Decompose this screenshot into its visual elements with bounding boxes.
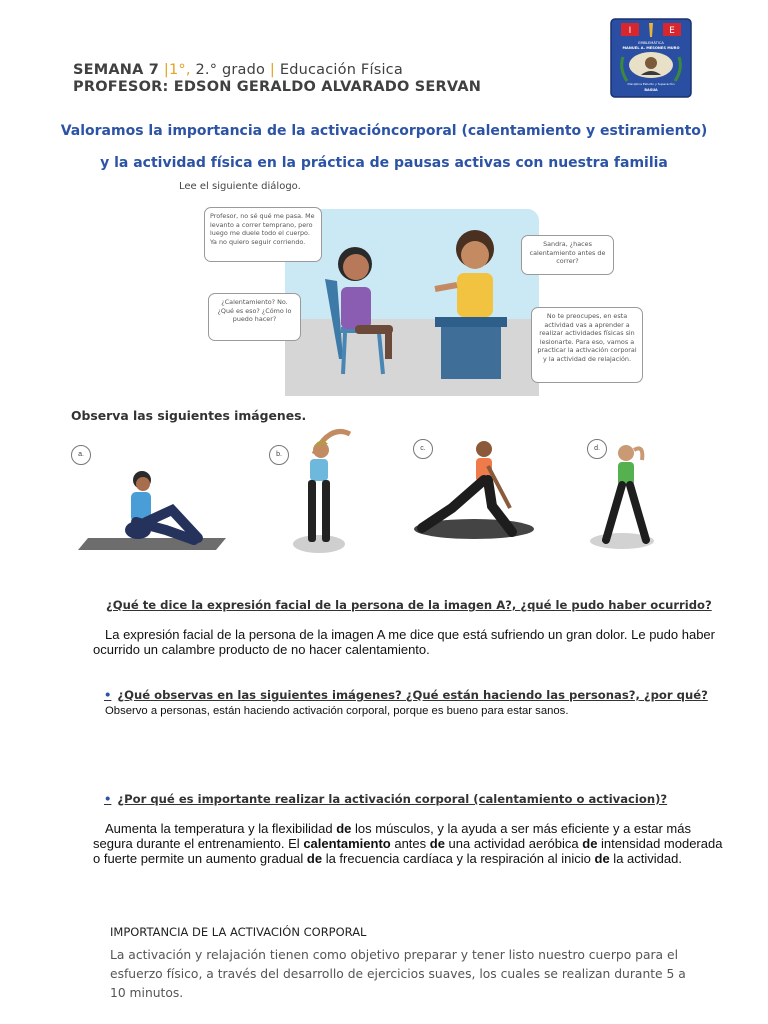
- importance-body: La activación y relajación tienen como objetivo preparar y tener listo nuestro cuerpo para el esfuerzo físico, a través del desarrollo de ejercicios suaves, los cuales se realizan durante 5 a 10 minutos.: [110, 948, 686, 1000]
- speech-bubble-boy-1: Sandra, ¿haces calentamiento antes de correr?: [521, 235, 614, 275]
- exercise-image-b: [286, 424, 356, 556]
- logo-line4: BAGUA: [644, 88, 658, 92]
- separator: |: [265, 62, 280, 78]
- speech-bubble-boy-2: No te preocupes, en esta actividad vas a aprender a realizar actividades físicas sin lesionarte. Para eso, vamos a practicar la activación corporal y la actividad de relajación.: [531, 307, 643, 383]
- exercise-image-d: [584, 440, 664, 552]
- school-logo: [609, 17, 693, 99]
- question-3-text: ¿Por qué es importante realizar la activación corporal (calentamiento o activacion)?: [117, 792, 668, 806]
- image-label-d: d.: [587, 439, 607, 459]
- logo-letter-e: E: [669, 26, 675, 36]
- image-label-c: c.: [413, 439, 433, 459]
- exercise-image-c: [412, 436, 534, 546]
- logo-line2: MANUEL A. MESONES MURO: [622, 46, 680, 50]
- week-label: SEMANA 7: [73, 62, 160, 78]
- teacher-name: PROFESOR: EDSON GERALDO ALVARADO SERVAN: [73, 79, 482, 95]
- logo-line3: Disciplina Estudio y Superación: [627, 82, 675, 86]
- bullet: •: [104, 688, 112, 702]
- grade-label: 2.° grado: [190, 62, 266, 78]
- observe-heading: Observa las siguientes imágenes.: [71, 408, 307, 423]
- grade-number: 1°,: [169, 62, 191, 78]
- question-1: ¿Qué te dice la expresión facial de la persona de la imagen A?, ¿qué le pudo haber ocurrido?: [106, 598, 712, 612]
- image-label-a: a.: [71, 445, 91, 465]
- question-3: [104, 792, 667, 806]
- question-2-text: ¿Qué observas en las siguientes imágenes? ¿Qué están haciendo las personas?, ¿por qué?: [117, 688, 708, 702]
- answer-3: Aumenta la temperatura y la flexibilidad de los músculos, y la ayuda a ser más eficiente y a estar más segura durante el entrenamiento. El calentamiento antes de una actividad aeróbica de intensidad moderada o fuerte permite un aumento gradual de la frecuencia cardíaca y la respiración al inicio de la actividad.: [93, 821, 723, 866]
- speech-bubble-girl-1: Profesor, no sé qué me pasa. Me levanto a correr temprano, pero luego me duele todo el cuerpo. Ya no quiero seguir corriendo.: [204, 207, 322, 262]
- title-line-2: y la actividad física en la práctica de pausas activas con nuestra familia: [100, 155, 668, 171]
- speech-bubble-girl-2: ¿Calentamiento? No. ¿Qué es eso? ¿Cómo lo puedo hacer?: [208, 293, 301, 341]
- dialog-illustration: [285, 209, 539, 396]
- question-2: [104, 688, 708, 702]
- answer-1: La expresión facial de la persona de la imagen A me dice que está sufriendo un gran dolor. Le pudo haber ocurrido un calambre producto de no hacer calentamiento.: [93, 627, 715, 657]
- title-line-1: Valoramos la importancia de la activacióncorporal (calentamiento y estiramiento): [60, 123, 708, 139]
- answer-2: Observo a personas, están haciendo activación corporal, porque es bueno para estar sanos.: [105, 705, 569, 717]
- separator: |: [159, 62, 169, 78]
- importance-title: IMPORTANCIA DE LA ACTIVACIÓN CORPORAL: [110, 925, 367, 939]
- subject-label: Educación Física: [279, 62, 403, 78]
- exercise-image-a: [76, 460, 246, 555]
- image-label-b: b.: [269, 445, 289, 465]
- header-week-line: [73, 62, 403, 78]
- logo-letter-i: I: [628, 26, 632, 36]
- bullet: •: [104, 792, 112, 806]
- logo-line1: EMBLEMÁTICA: [638, 41, 664, 45]
- dialog-instruction: Lee el siguiente diálogo.: [179, 181, 301, 192]
